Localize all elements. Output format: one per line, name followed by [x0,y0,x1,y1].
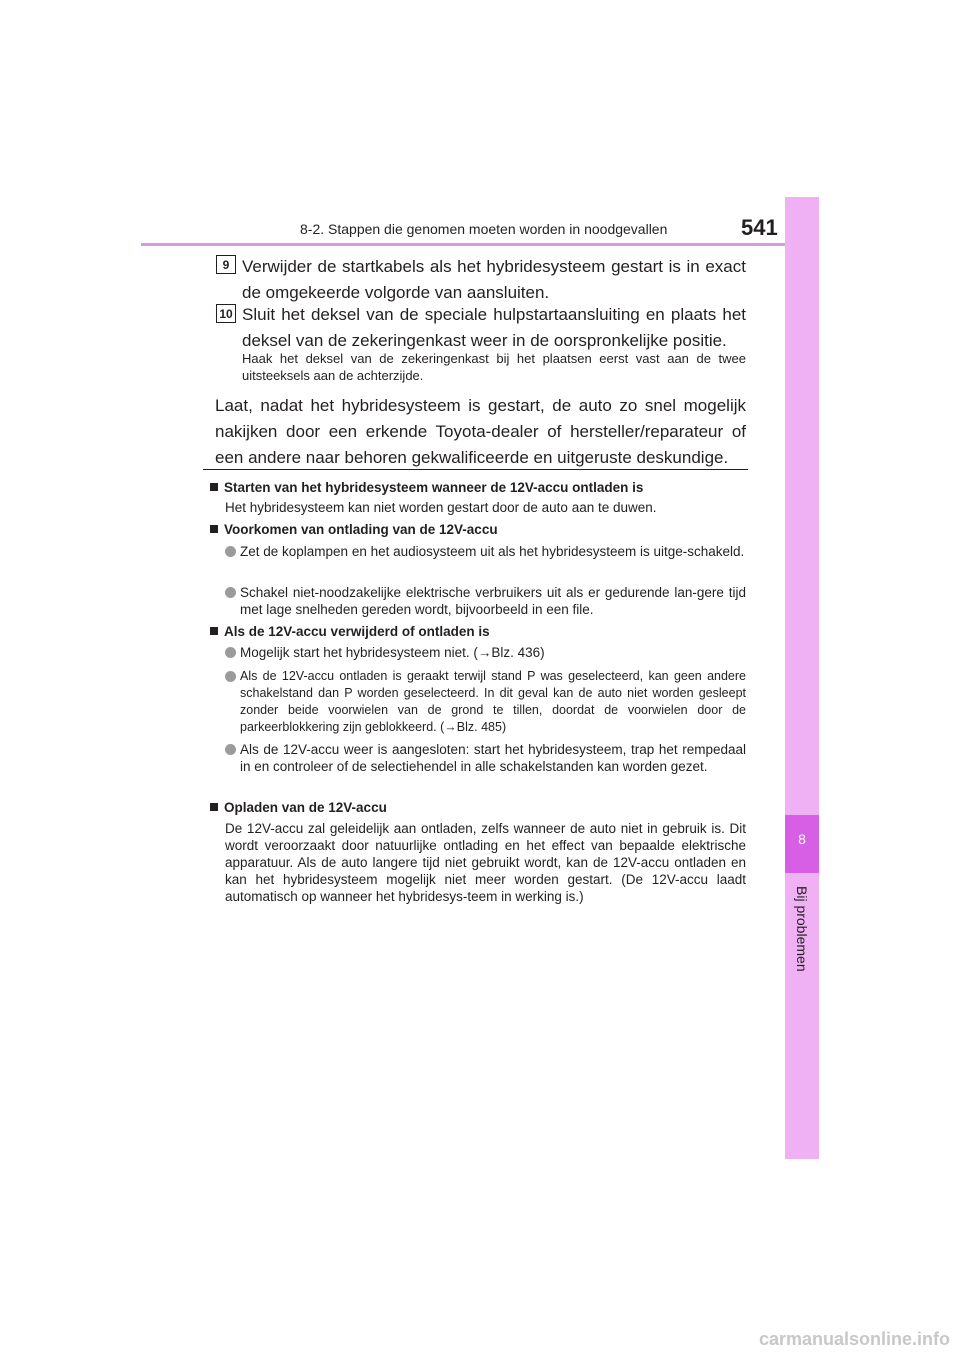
header-divider [141,243,819,246]
page-number: 541 [741,215,778,240]
chapter-label: Bij problemen [794,886,810,972]
section-body: Het hybridesysteem kan niet worden gestart door de auto aan te duwen. [225,500,657,515]
bullet-dot-icon [225,587,236,598]
bullet-dot-icon [225,744,236,755]
step-text-9: Verwijder de startkabels als het hybridesysteem gestart is in exact de omgekeerde volgorde van aansluiten. [242,257,746,302]
square-bullet-icon [210,525,218,533]
square-bullet-icon [210,627,218,635]
section-body: De 12V-accu zal geleidelijk aan ontladen, zelfs wanneer de auto niet in gebruik is. Dit wordt veroorzaakt door natuurlijke ontlading en het effect van bepaalde elektrische apparatuur. Als de auto langere tijd niet gebruikt wordt, kan de 12V-accu ontladen en kan het hybridesysteem mogelijk niet meer worden gestart. (De 12V-accu laadt automatisch op wanneer het hybridesys-teem in werking is.) [225,821,746,904]
list-item: Mogelijk start het hybridesysteem niet. (→Blz. 436) [225,644,746,661]
bullet-dot-icon [225,647,236,658]
step-number-9: 9 [216,255,236,274]
square-bullet-icon [210,483,218,491]
section-title: 8-2. Stappen die genomen moeten worden in noodgevallen [300,221,668,237]
square-bullet-icon [210,803,218,811]
bullet-dot-icon [225,671,236,682]
bullet-dot-icon [225,546,236,557]
section-heading: Opladen van de 12V-accu [210,800,387,815]
section-heading: Voorkomen van ontlading van de 12V-accu [210,522,498,537]
list-item: Als de 12V-accu weer is aangesloten: start het hybridesysteem, trap het rempedaal in en controleer of de selectiehendel in alle schakelstanden kan worden gezet. [225,741,746,775]
section-heading: Als de 12V-accu verwijderd of ontladen is [210,624,490,639]
list-item: Schakel niet-noodzakelijke elektrische verbruikers uit als er gedurende lan-gere tijd met lage snelheden gereden wordt, bijvoorbeeld in een file. [225,584,746,618]
list-item: Zet de koplampen en het audiosysteem uit als het hybridesysteem is uitge-schakeld. [225,543,746,560]
step-number-10: 10 [216,304,236,323]
step-note: Haak het deksel van de zekeringenkast bij het plaatsen eerst vast aan de twee uitsteeksels aan de achterzijde. [242,351,746,383]
section-heading: Starten van het hybridesysteem wanneer de 12V-accu ontladen is [210,480,643,495]
chapter-number: 8 [798,831,806,847]
section-divider [203,469,748,470]
step-text-10: Sluit het deksel van de speciale hulpstartaansluiting en plaats het deksel van de zekeringenkast weer in de oorspronkelijke positie. [242,305,746,350]
closing-paragraph: Laat, nadat het hybridesysteem is gestart, de auto zo snel mogelijk nakijken door een erkende Toyota-dealer of hersteller/reparateur of een andere naar behoren gekwalificeerde en uitgeruste deskundige. [215,396,746,467]
list-item: Als de 12V-accu ontladen is geraakt terwijl stand P was geselecteerd, kan geen andere schakelstand dan P worden geselecteerd. In dit geval kan de auto niet worden gesleept zonder beide voorwielen van de grond te tillen, doordat de voorwielen door de parkeerblokkering zijn geblokkeerd. (→Blz. 485) [225,668,746,736]
chapter-side-tab [785,197,819,1159]
watermark: carmanualsonline.info [758,1329,950,1349]
